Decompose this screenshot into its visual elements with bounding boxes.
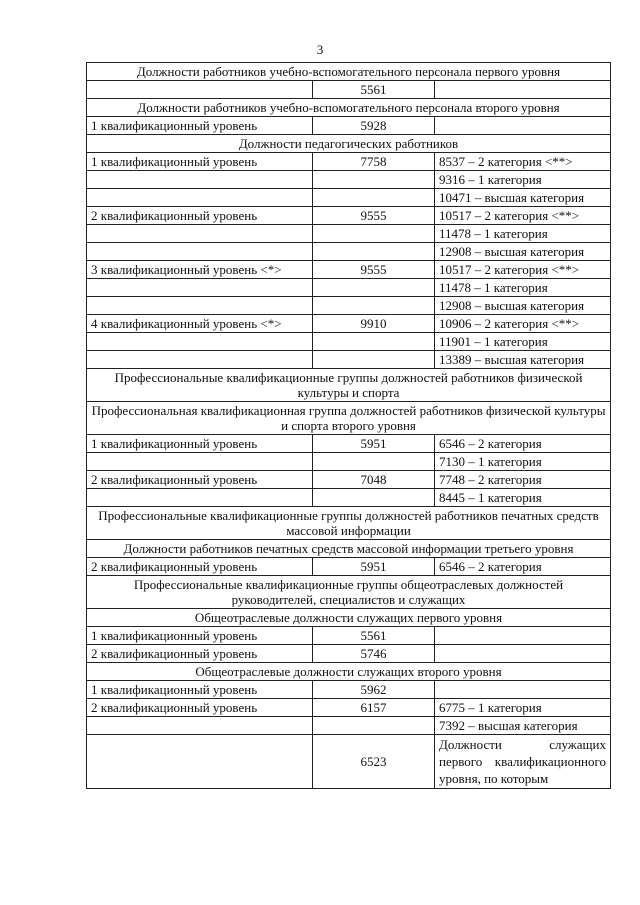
qualification-level-cell — [87, 189, 313, 207]
table-row — [87, 207, 611, 225]
section-header: Профессиональная квалификационная группа должностей работников физической культуры и спорта второго уровня — [87, 402, 611, 435]
qualification-level-cell — [87, 297, 313, 315]
qualification-level-cell — [87, 333, 313, 351]
salary-value-cell: 5928 — [313, 117, 435, 135]
category-cell: 10517 – 2 категория <**> — [435, 261, 611, 279]
category-cell: 8537 – 2 категория <**> — [435, 153, 611, 171]
qualification-level-cell — [87, 81, 313, 99]
qualification-level-cell: 2 квалификационный уровень — [87, 558, 313, 576]
table-row — [87, 558, 611, 576]
category-cell: 11478 – 1 категория — [435, 225, 611, 243]
qualification-level-cell — [87, 279, 313, 297]
salary-value-cell: 5746 — [313, 645, 435, 663]
table-row — [87, 489, 611, 507]
qualification-level-cell — [87, 735, 313, 789]
table-row — [87, 225, 611, 243]
salary-value-cell — [313, 453, 435, 471]
category-cell: 12908 – высшая категория — [435, 297, 611, 315]
section-header-row — [87, 540, 611, 558]
salary-value-cell: 6523 — [313, 735, 435, 789]
salary-value-cell: 9555 — [313, 261, 435, 279]
qualification-level-cell — [87, 171, 313, 189]
category-cell: 11478 – 1 категория — [435, 279, 611, 297]
qualification-level-cell: 3 квалификационный уровень <*> — [87, 261, 313, 279]
section-header: Общеотраслевые должности служащих второго уровня — [87, 663, 611, 681]
salary-value-cell: 9555 — [313, 207, 435, 225]
salary-value-cell: 5561 — [313, 627, 435, 645]
section-header-row — [87, 369, 611, 402]
category-cell: 8445 – 1 категория — [435, 489, 611, 507]
category-cell — [435, 117, 611, 135]
section-header: Профессиональные квалификационные группы должностей работников физической культуры и спорта — [87, 369, 611, 402]
salary-value-cell: 7048 — [313, 471, 435, 489]
table-row — [87, 243, 611, 261]
category-cell: 7392 – высшая категория — [435, 717, 611, 735]
table-row — [87, 735, 611, 789]
category-cell — [435, 681, 611, 699]
table-row — [87, 81, 611, 99]
table-row — [87, 627, 611, 645]
salary-value-cell — [313, 279, 435, 297]
qualification-level-cell: 1 квалификационный уровень — [87, 117, 313, 135]
category-cell: 6546 – 2 категория — [435, 435, 611, 453]
category-cell: 6775 – 1 категория — [435, 699, 611, 717]
qualification-level-cell: 2 квалификационный уровень — [87, 471, 313, 489]
salary-table-body — [87, 63, 611, 789]
qualification-level-cell: 4 квалификационный уровень <*> — [87, 315, 313, 333]
salary-value-cell — [313, 333, 435, 351]
qualification-level-cell: 1 квалификационный уровень — [87, 153, 313, 171]
qualification-level-cell: 1 квалификационный уровень — [87, 435, 313, 453]
salary-table — [86, 62, 611, 789]
section-header: Должности педагогических работников — [87, 135, 611, 153]
table-row — [87, 435, 611, 453]
table-row — [87, 351, 611, 369]
category-cell — [435, 627, 611, 645]
section-header: Должности работников печатных средств массовой информации третьего уровня — [87, 540, 611, 558]
salary-value-cell: 5962 — [313, 681, 435, 699]
salary-value-cell: 9910 — [313, 315, 435, 333]
category-cell: 6546 – 2 категория — [435, 558, 611, 576]
section-header: Должности работников учебно-вспомогательного персонала первого уровня — [87, 63, 611, 81]
qualification-level-cell — [87, 351, 313, 369]
section-header-row — [87, 576, 611, 609]
salary-value-cell — [313, 297, 435, 315]
qualification-level-cell: 2 квалификационный уровень — [87, 699, 313, 717]
table-row — [87, 189, 611, 207]
table-row — [87, 261, 611, 279]
category-cell: 13389 – высшая категория — [435, 351, 611, 369]
category-cell: Должности служащих первого квалификационного уровня, по которым — [435, 735, 611, 789]
category-cell: 7130 – 1 категория — [435, 453, 611, 471]
table-row — [87, 171, 611, 189]
qualification-level-cell: 1 квалификационный уровень — [87, 627, 313, 645]
salary-value-cell: 6157 — [313, 699, 435, 717]
category-cell: 11901 – 1 категория — [435, 333, 611, 351]
category-cell — [435, 645, 611, 663]
section-header-row — [87, 135, 611, 153]
salary-value-cell: 7758 — [313, 153, 435, 171]
qualification-level-cell — [87, 717, 313, 735]
qualification-level-cell — [87, 243, 313, 261]
salary-value-cell — [313, 171, 435, 189]
page-number: 3 — [316, 42, 324, 57]
salary-value-cell: 5951 — [313, 558, 435, 576]
salary-value-cell — [313, 351, 435, 369]
salary-value-cell — [313, 717, 435, 735]
category-cell: 10471 – высшая категория — [435, 189, 611, 207]
table-row — [87, 471, 611, 489]
section-header: Общеотраслевые должности служащих первого уровня — [87, 609, 611, 627]
section-header-row — [87, 402, 611, 435]
section-header-row — [87, 507, 611, 540]
section-header: Профессиональные квалификационные группы общеотраслевых должностей руководителей, специалистов и служащих — [87, 576, 611, 609]
section-header: Профессиональные квалификационные группы должностей работников печатных средств массовой информации — [87, 507, 611, 540]
qualification-level-cell: 2 квалификационный уровень — [87, 207, 313, 225]
qualification-level-cell: 1 квалификационный уровень — [87, 681, 313, 699]
table-row — [87, 333, 611, 351]
table-row — [87, 699, 611, 717]
table-row — [87, 117, 611, 135]
section-header-row — [87, 63, 611, 81]
category-cell: 9316 – 1 категория — [435, 171, 611, 189]
salary-value-cell — [313, 243, 435, 261]
table-row — [87, 153, 611, 171]
qualification-level-cell: 2 квалификационный уровень — [87, 645, 313, 663]
category-cell: 10517 – 2 категория <**> — [435, 207, 611, 225]
section-header-row — [87, 99, 611, 117]
section-header: Должности работников учебно-вспомогательного персонала второго уровня — [87, 99, 611, 117]
salary-value-cell — [313, 189, 435, 207]
table-row — [87, 717, 611, 735]
salary-value-cell: 5561 — [313, 81, 435, 99]
table-row — [87, 681, 611, 699]
table-row — [87, 315, 611, 333]
salary-value-cell — [313, 489, 435, 507]
category-cell: 7748 – 2 категория — [435, 471, 611, 489]
qualification-level-cell — [87, 453, 313, 471]
table-row — [87, 645, 611, 663]
qualification-level-cell — [87, 489, 313, 507]
section-header-row — [87, 663, 611, 681]
table-row — [87, 453, 611, 471]
section-header-row — [87, 609, 611, 627]
table-row — [87, 297, 611, 315]
category-cell — [435, 81, 611, 99]
salary-value-cell: 5951 — [313, 435, 435, 453]
qualification-level-cell — [87, 225, 313, 243]
salary-value-cell — [313, 225, 435, 243]
table-row — [87, 279, 611, 297]
category-cell: 12908 – высшая категория — [435, 243, 611, 261]
category-cell: 10906 – 2 категория <**> — [435, 315, 611, 333]
